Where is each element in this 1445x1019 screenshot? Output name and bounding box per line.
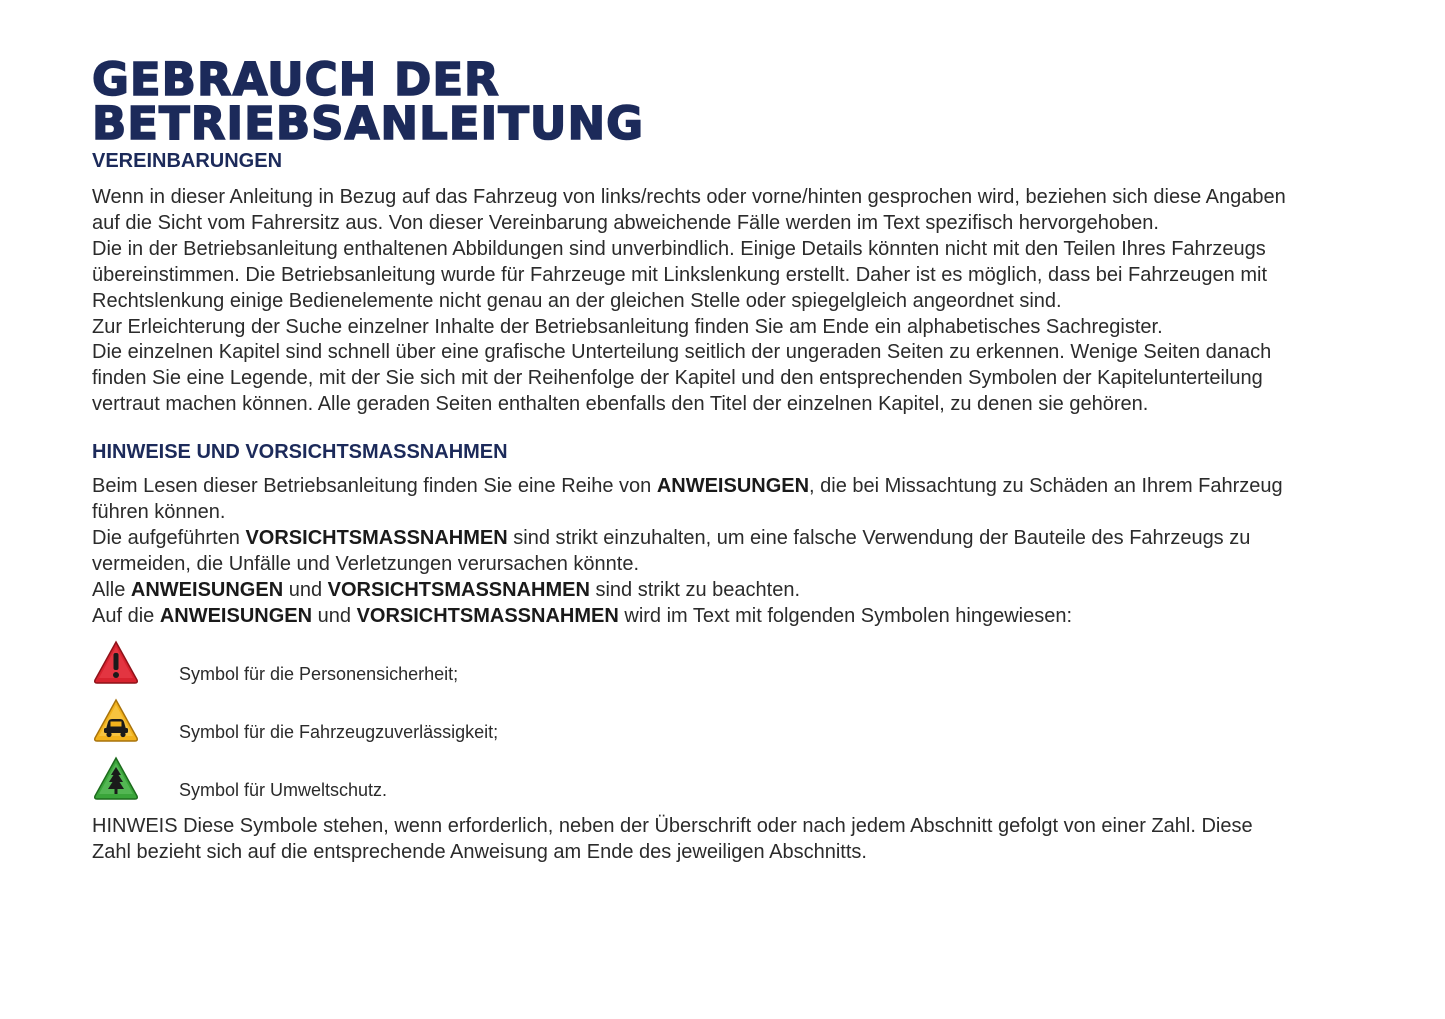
conventions-paragraph-2: Die in der Betriebsanleitung enthaltenen Abbildungen sind unverbindlich. Einige Details könnten nicht mit den Teilen Ihres Fahrzeugs übereinstimmen. Die Betriebsanleitung wurde für Fahrzeuge mit Linkslenkung erstellt. Daher ist es möglich, dass bei Fahrzeugen mit Rechtslenkung einige Bedienelemente nicht genau an der gleichen Stelle oder spiegelgleich angeordnet sind. xyxy=(92,237,1268,312)
notes-text: sind strikt einzuhalten, um eine falsche Verwendung der Bauteile des Fahrzeugs zu vermeiden, die Unfälle und Verletzungen verursachen könnte. xyxy=(92,526,1251,575)
keyword-instructions: ANWEISUNGEN xyxy=(159,604,313,627)
symbol-list xyxy=(92,638,1292,812)
notes-text: und xyxy=(288,578,323,601)
notes-paragraph-2 xyxy=(92,526,1292,578)
conventions-heading: VEREINBARUNGEN xyxy=(92,150,283,172)
page-title xyxy=(92,53,1292,150)
symbol-label: Symbol für Umweltschutz. xyxy=(179,779,388,800)
notes-paragraph-3 xyxy=(92,578,1292,604)
conventions-paragraph-3: Zur Erleichterung der Suche einzelner Inhalte der Betriebsanleitung finden Sie am Ende ein alphabetisches Sachregister. xyxy=(92,315,1163,338)
notes-paragraph-4 xyxy=(92,604,1292,630)
symbol-label: Symbol für die Fahrzeugzuverlässigkeit; xyxy=(179,721,499,742)
notes-heading: HINWEISE UND VORSICHTSMASSNAHMEN xyxy=(92,441,508,464)
notes-text: Auf die xyxy=(92,604,155,627)
keyword-precautions: VORSICHTSMASSNAHMEN xyxy=(245,526,508,549)
page-title-line-2: BETRIEBSANLEITUNG xyxy=(92,97,645,150)
notes-paragraph-1 xyxy=(92,474,1292,526)
vehicle-reliability-icon xyxy=(92,696,140,744)
page-title-line-1: GEBRAUCH DER xyxy=(92,53,500,106)
notes-text: Beim Lesen dieser Betriebsanleitung finden Sie eine Reihe von xyxy=(92,475,652,498)
notes-text: , die bei Missachtung zu Schäden an Ihrem Fahrzeug führen können. xyxy=(92,475,1283,524)
symbol-row-environment-protection xyxy=(92,754,1292,812)
symbol-label: Symbol für die Personensicherheit; xyxy=(179,663,459,684)
keyword-instructions: ANWEISUNGEN xyxy=(656,475,810,498)
symbol-row-vehicle-reliability xyxy=(92,696,1292,754)
personal-safety-icon xyxy=(92,638,140,686)
notes-text: und xyxy=(317,604,351,627)
manual-page xyxy=(92,53,1292,865)
keyword-instructions: ANWEISUNGEN xyxy=(130,578,284,601)
conventions-paragraph-1: Wenn in dieser Anleitung in Bezug auf das Fahrzeug von links/rechts oder vorne/hinten gesprochen wird, beziehen sich diese Angaben auf die Sicht vom Fahrersitz aus. Von dieser Vereinbarung abweichende Fälle werden im Text spezifisch hervorgehoben. xyxy=(92,186,1286,234)
conventions-paragraph-4: Die einzelnen Kapitel sind schnell über eine grafische Unterteilung seitlich der ungeraden Seiten zu erkennen. Wenige Seiten danach finden Sie eine Legende, mit der Sie sich mit der Reihenfolge der Kapitel und den entsprechenden Symbolen der Kapitelunterteilung vertraut machen können. Alle geraden Seiten enthalten ebenfalls den Titel der einzelnen Kapitel, zu denen sie gehören. xyxy=(92,341,1272,416)
notes-text: wird im Text mit folgenden Symbolen hingewiesen: xyxy=(624,604,1073,627)
notes-text: sind strikt zu beachten. xyxy=(595,578,801,601)
symbol-row-personal-safety xyxy=(92,638,1292,696)
environment-protection-icon xyxy=(92,754,140,802)
notes-text: Alle xyxy=(92,578,126,601)
keyword-precautions: VORSICHTSMASSNAHMEN xyxy=(356,604,619,627)
keyword-precautions: VORSICHTSMASSNAHMEN xyxy=(327,578,590,601)
conventions-body xyxy=(92,185,1292,418)
notes-body xyxy=(92,474,1292,629)
hint-paragraph: HINWEIS Diese Symbole stehen, wenn erforderlich, neben der Überschrift oder nach jedem Abschnitt gefolgt von einer Zahl. Diese Zahl bezieht sich auf die entsprechende Anweisung am Ende des jeweiligen Abschnitts. xyxy=(92,814,1253,863)
notes-text: Die aufgeführten xyxy=(92,526,240,549)
